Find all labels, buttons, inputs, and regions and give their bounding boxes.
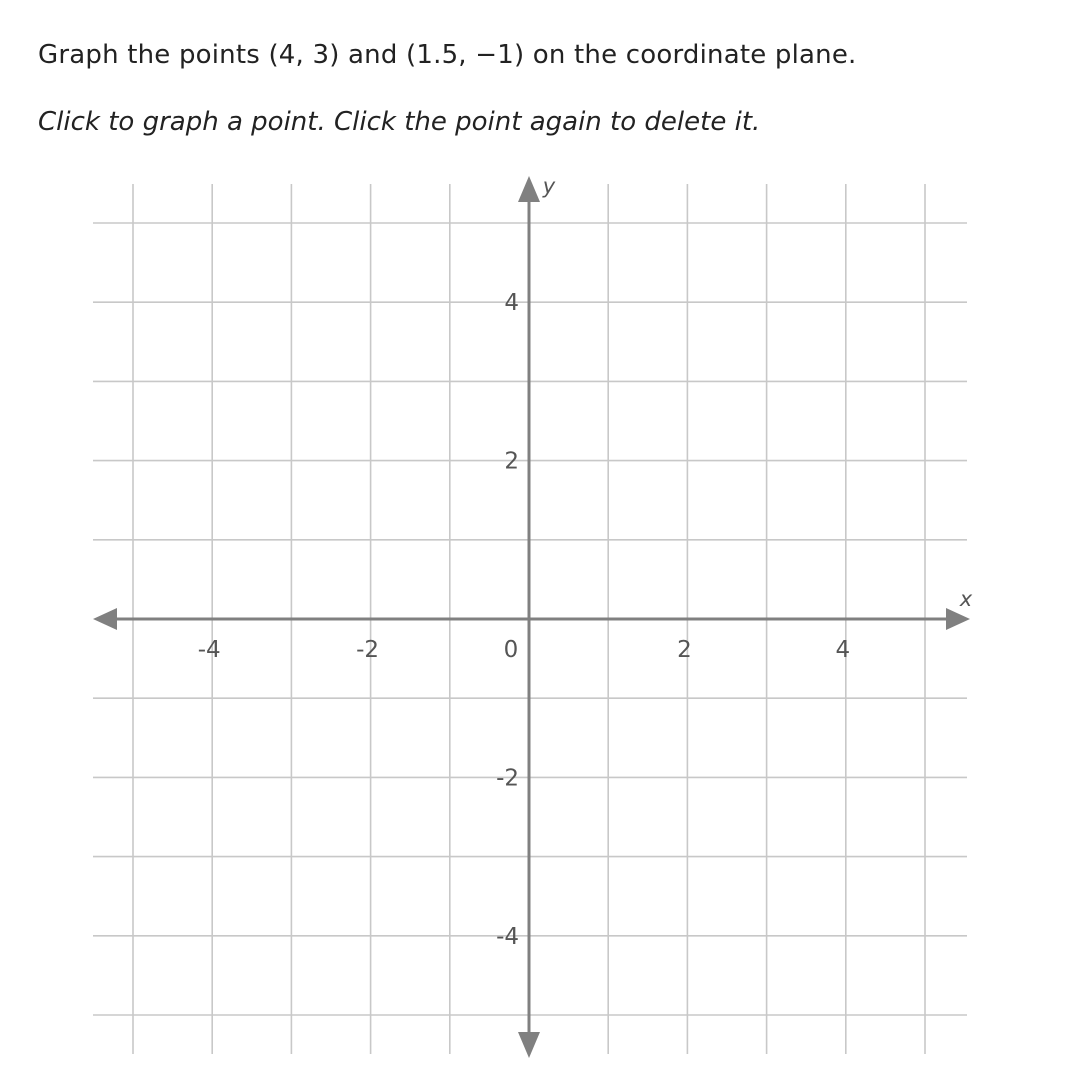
x-tick-label: -4 <box>197 637 221 663</box>
y-axis-label: y <box>542 174 556 198</box>
x-axis-left-arrow-icon <box>93 608 117 630</box>
axes <box>93 176 970 1058</box>
x-tick-label: -2 <box>356 637 380 663</box>
tick-labels <box>198 174 973 950</box>
x-axis-right-arrow-icon <box>946 608 970 630</box>
y-tick-label: -4 <box>496 923 519 950</box>
x-axis-label: x <box>959 587 973 611</box>
x-tick-label: 4 <box>835 637 851 663</box>
question-instruction: Click to graph a point. Click the point again to delete it. <box>38 107 761 137</box>
y-tick-label: 2 <box>504 448 519 475</box>
y-axis-up-arrow-icon <box>518 176 540 202</box>
origin-label: 0 <box>503 637 519 663</box>
y-axis-down-arrow-icon <box>518 1032 540 1058</box>
y-tick-label: -2 <box>496 765 519 792</box>
question-prompt: Graph the points (4, 3) and (1.5, −1) on the coordinate plane. <box>38 40 857 70</box>
x-tick-label: 2 <box>677 637 692 663</box>
y-tick-label: 4 <box>504 290 519 317</box>
